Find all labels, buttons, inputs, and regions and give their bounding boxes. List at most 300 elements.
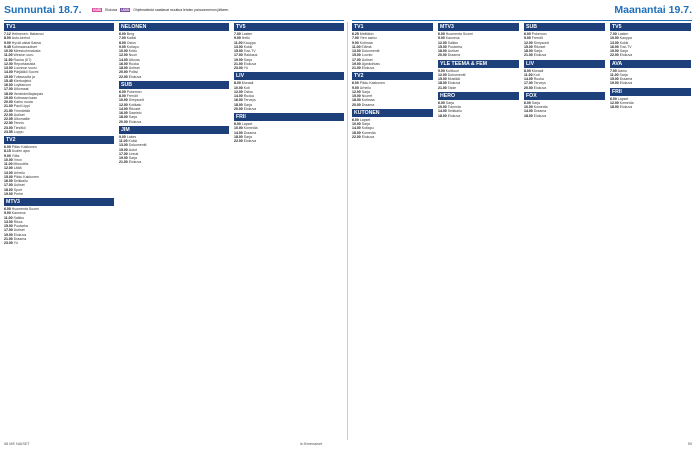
program-title: Pärjääkö Suomi [13, 70, 39, 75]
footer-url: is.fi/menaiset [300, 442, 323, 446]
program-time: 7.00 [610, 32, 618, 36]
program-title: Sport [13, 187, 23, 192]
program-title: Sarja [531, 100, 540, 105]
program-title: Huomenta Suomi [445, 32, 473, 36]
program-time: 17.00 [352, 57, 362, 62]
program-time: 9.00 [4, 211, 12, 216]
right-column-3 [524, 23, 605, 435]
channel-header: LIV [524, 60, 605, 68]
program-title: Urheilu [359, 85, 371, 90]
program-time: 9.00 [438, 68, 446, 73]
program-time: 19.00 [4, 95, 14, 100]
program-time: 12.00 [119, 102, 129, 107]
program-time: 21.00 [119, 160, 129, 165]
program-time: 19.00 [352, 61, 362, 66]
channel-header: MTV3 [438, 23, 519, 31]
program-time: 7.00 [610, 68, 618, 73]
program-time: 13.00 [4, 170, 14, 175]
program-time: 15.00 [438, 44, 448, 49]
program-time: 23.00 [234, 66, 244, 70]
program-title: Draama [533, 109, 547, 114]
program-time: 21.00 [352, 66, 362, 70]
program-time: 15.00 [610, 77, 620, 81]
program-time: 19.00 [4, 191, 14, 196]
program-time: 13.00 [119, 143, 129, 148]
channel-header: SUB [524, 23, 605, 31]
program-time: 22.00 [4, 112, 14, 117]
program-time: 16.00 [119, 61, 129, 66]
program-time: 17.00 [524, 81, 534, 86]
left-day-title: Sunnuntai 18.7. [4, 4, 82, 16]
program-time: 17.00 [4, 228, 14, 233]
program-title: Kokki [128, 139, 138, 143]
program-title: Pikku Kakkonen [359, 81, 385, 86]
program-time: 18.00 [352, 130, 362, 135]
program-title: Rikoset [128, 106, 141, 111]
program-time: 6.00 [438, 32, 446, 36]
program-title: Sarja [619, 72, 628, 77]
program-title: Sarja [128, 115, 137, 120]
program-title: Tiesitkö [13, 125, 26, 130]
program-time: 15.00 [4, 74, 14, 79]
program-time: 6.00 [4, 145, 12, 149]
program-title: Seikkailu [13, 179, 28, 183]
program-title: Moraali [241, 81, 254, 86]
program-title: Kotimaanuutiset [11, 44, 37, 49]
program-time: 10.00 [234, 126, 244, 131]
program-title: Kotiapu [361, 126, 374, 131]
program-title: Luonnon vuosi [13, 66, 37, 70]
program-title: Ruoka [533, 77, 544, 81]
program-time: 20.00 [438, 53, 448, 58]
program-time: 21.00 [524, 53, 534, 58]
program-title: Perhe [13, 191, 24, 196]
program-title: Pauli Lippi [13, 104, 30, 109]
program-time: 12.00 [4, 166, 14, 171]
program-time: 15.00 [4, 174, 14, 179]
program-time: 20.00 [4, 100, 14, 104]
program-title: Elokuva [447, 81, 461, 86]
program-time: 9.00 [438, 36, 446, 41]
channel-header: TV1 [4, 23, 114, 31]
program-title: Koti [243, 85, 250, 90]
program-title: Sarja [243, 134, 252, 139]
program-title: Yö [243, 66, 249, 70]
program-time: 14.00 [234, 94, 244, 98]
program-title: Auto-kerhot [11, 36, 30, 41]
program-time: 19.00 [610, 49, 620, 53]
channel-header: TV2 [4, 136, 114, 144]
program-title: Loppu [13, 129, 24, 134]
program-time: 17.00 [119, 151, 129, 156]
program-time: 13.00 [610, 40, 620, 45]
program-title: Tosi-TV [619, 44, 632, 49]
program-time: 20.00 [234, 106, 244, 111]
channel-header: TV1 [352, 23, 433, 31]
left-column-3 [234, 23, 344, 435]
program-title: Ulkomaille [13, 117, 30, 121]
program-title: Simpsonit [128, 98, 145, 103]
program-title: Kettu [128, 49, 137, 53]
program-title: Aamu [617, 68, 627, 73]
program-title: Ajankohtais [361, 61, 380, 66]
channel-header: TV5 [610, 23, 691, 31]
program-time: 18.00 [438, 49, 448, 53]
program-time: 13.00 [4, 66, 14, 70]
program-time: 18.00 [4, 187, 14, 192]
right-page-columns [352, 23, 692, 435]
program-time: 9.00 [352, 85, 360, 90]
program-time: 15.00 [352, 94, 362, 98]
program-time: 10.00 [119, 49, 129, 53]
program-time: 12.00 [4, 61, 14, 66]
program-time: 6.00 [4, 207, 12, 211]
program-time: 15.00 [4, 224, 14, 228]
program-title: Tennis [13, 121, 24, 126]
program-title: Tuttavuutta ja [13, 74, 35, 79]
program-title: Kotimaan kaan [13, 95, 38, 100]
program-time: 22.00 [610, 53, 620, 58]
program-time: 6.00 [119, 32, 127, 36]
program-title: Komedia [361, 130, 376, 135]
program-time: 9.00 [119, 44, 127, 49]
program-time: 10.00 [438, 105, 448, 109]
program-title: Dokumentti [128, 143, 147, 148]
program-title: Ihmetoimittajaopas [13, 91, 44, 96]
program-title: Lakes [126, 134, 137, 139]
program-title: Sarja [243, 57, 252, 62]
program-title: Elämä [361, 44, 372, 49]
program-time: 21.00 [4, 104, 14, 109]
program-title: Draama [619, 77, 633, 81]
program-title: Salkku [447, 40, 459, 45]
channel-header: LIV [234, 72, 344, 80]
program-time: 20.00 [524, 85, 534, 90]
program-time: 7.00 [234, 32, 242, 36]
program-title: Elokuva [128, 74, 142, 79]
program-time: 9.00 [352, 40, 360, 45]
program-time: 18.00 [119, 66, 129, 70]
right-column-1 [352, 23, 433, 435]
program-time: 20.00 [119, 119, 129, 124]
program-title: Nuori [128, 53, 138, 58]
program-title: Komedia [533, 105, 548, 109]
program-time: 9.00 [119, 134, 127, 139]
program-title: Musiikki [447, 77, 461, 81]
program-title: Elokuva [243, 61, 257, 66]
channel-header: HERO [438, 92, 519, 100]
program-time: 23.55 [4, 129, 14, 134]
program-time: 22.00 [352, 134, 362, 139]
program-time: 14.00 [438, 109, 448, 114]
program-time: 12.00 [352, 89, 362, 94]
program-time: 14.00 [4, 70, 14, 75]
program-title: Sarja [128, 156, 137, 160]
program-title: Puutarha [447, 44, 462, 49]
program-time: 16.00 [119, 111, 129, 115]
program-time: 21.00 [234, 61, 244, 66]
program-time: 6.00 [610, 96, 618, 101]
program-title: Kiertoajelut [13, 78, 32, 83]
program-time: 9.00 [524, 36, 532, 41]
program-time: 15.00 [352, 53, 362, 58]
program-title: Kauppa [243, 40, 256, 45]
program-time: 7.12 [4, 32, 12, 36]
program-title: Dokumentti [361, 49, 380, 53]
right-header-rule [352, 20, 692, 21]
program-title: Elokuva [533, 113, 547, 118]
program-time: 6.00 [524, 32, 532, 36]
program-time: 18.00 [438, 113, 448, 118]
program-title: Elokuva [361, 134, 375, 139]
program-time: 8.00 [234, 81, 242, 86]
program-time: 15.45 [4, 78, 14, 83]
program-title: Frendit [126, 94, 138, 98]
program-time: 19.00 [610, 81, 620, 86]
program-time: 10.00 [610, 36, 620, 41]
program-title: Autot [128, 147, 137, 152]
legend-tag-film: UUSI [93, 8, 102, 12]
program-time: 11.00 [524, 72, 534, 77]
program-title: Pokemon [531, 32, 547, 36]
program-title: Meiltäkin [359, 32, 374, 36]
program-title: Viron [13, 157, 22, 162]
legend-tag-note: UUSI [121, 8, 130, 12]
program-title: Draama [243, 130, 257, 135]
program-time: 14.00 [119, 57, 129, 62]
channel-header: FRII [610, 88, 691, 96]
program-title: Karhu nuota [13, 100, 33, 104]
program-title: Elokuva [447, 113, 461, 118]
program-title: Uuden ajan [11, 149, 30, 154]
program-time: 8.00 [119, 94, 127, 98]
channel-header: SUB [119, 81, 229, 89]
left-header-rule [4, 20, 344, 21]
program-time: 12.00 [524, 40, 534, 45]
program-title: Urheilu [13, 170, 25, 175]
program-time: 12.00 [438, 72, 448, 77]
legend [92, 8, 229, 12]
program-title: Elokuva [619, 81, 633, 86]
program-title: Ulkona [128, 57, 140, 62]
program-time: 20.00 [119, 70, 129, 75]
program-time: 14.00 [524, 109, 534, 114]
program-time: 13.00 [234, 44, 244, 49]
program-title: Komedia [243, 126, 258, 131]
program-time: 14.00 [352, 126, 362, 131]
legend-note-text: Ohjelmatiedot saattavat muuttua lehden painoonmenon jälkeen. [133, 8, 230, 12]
left-column-2 [119, 23, 229, 435]
program-title: Sarja [533, 49, 542, 53]
program-time: 11.00 [352, 44, 362, 49]
channel-header: TV5 [234, 23, 344, 31]
program-time: 23.00 [4, 241, 14, 245]
program-time: 10.00 [4, 49, 14, 53]
program-title: Ostos [243, 89, 253, 94]
program-time: 10.00 [119, 98, 129, 103]
program-time: 17.00 [234, 53, 244, 58]
program-title: Rikoset [533, 44, 546, 49]
program-title: Elokuva [243, 139, 257, 143]
program-title: Rikos [13, 219, 23, 224]
program-title: Elokuva [533, 85, 547, 90]
program-time: 8.00 [4, 36, 12, 41]
program-title: Uutiset [128, 66, 140, 70]
program-title: Rakkaus [243, 53, 258, 58]
channel-header: FRII [234, 113, 344, 121]
program-time: 14.00 [119, 106, 129, 111]
program-time: 6.00 [524, 100, 532, 105]
program-time: 12.00 [119, 53, 129, 58]
program-title: Lapset [241, 122, 253, 126]
program-title: Uutiset [13, 112, 25, 117]
program-time: 9.45 [4, 44, 12, 49]
program-title: Elokuva [243, 106, 257, 111]
program-time: 18.00 [438, 81, 448, 86]
program-time: 21.50 [4, 108, 14, 113]
program-time: 10.00 [524, 105, 534, 109]
program-title: Frendit [531, 36, 543, 41]
program-title: Ylen aamu [359, 36, 377, 41]
program-time: 9.00 [4, 40, 12, 45]
program-time: 19.00 [234, 57, 244, 62]
program-time: 10.00 [234, 85, 244, 90]
program-time: 19.00 [4, 232, 14, 237]
program-time: 22.50 [4, 121, 14, 126]
program-time: 13.00 [352, 49, 362, 53]
program-time: 6.00 [352, 81, 360, 86]
channel-header: AVA [610, 60, 691, 68]
program-time: 18.00 [524, 49, 534, 53]
program-time: 15.00 [119, 147, 129, 152]
program-time: 10.00 [4, 157, 14, 162]
program-time: 17.00 [4, 87, 14, 92]
program-title: Lapset [617, 96, 629, 101]
left-column-1 [4, 23, 114, 435]
program-title: Draama [447, 53, 461, 58]
channel-header: TV2 [352, 72, 433, 80]
program-time: 19.00 [119, 156, 129, 160]
program-time: 16.00 [234, 98, 244, 103]
program-time: 11.00 [234, 40, 244, 45]
program-time: 11.50 [4, 57, 14, 62]
program-title: Uutiset [361, 57, 373, 62]
program-title: Elokuva [533, 53, 547, 58]
program-title: Hetki [241, 36, 250, 41]
program-title: Ruoka [243, 94, 254, 98]
program-title: Sarja [361, 89, 370, 94]
channel-header: FOX [524, 92, 605, 100]
program-time: 8.00 [119, 40, 127, 45]
footer-page-number: 59 [687, 442, 692, 446]
legend-film-text: Elokuva [105, 8, 118, 12]
footer-left: 58 ME NAISET [4, 442, 30, 446]
program-time: 18.00 [524, 113, 534, 118]
program-title: Elokuva [619, 53, 633, 58]
program-title: Elokuva [361, 66, 375, 70]
channel-header: JIM [119, 126, 229, 134]
program-time: 16.00 [4, 83, 14, 87]
program-time: 15.00 [524, 44, 534, 49]
program-title: Reportaasista [13, 61, 36, 66]
program-title: Lättä [13, 166, 22, 171]
program-title: Ylläs [11, 153, 20, 158]
program-title: Uutiset [13, 183, 25, 188]
program-title: Terveys [533, 81, 546, 86]
program-title: Komedia [619, 100, 634, 105]
program-title: Uutiset [13, 228, 25, 233]
program-title: Elokuva [128, 160, 142, 165]
program-time: 22.00 [119, 74, 129, 79]
channel-header: KUTONEN [352, 109, 433, 117]
program-title: Kotikatu [128, 102, 142, 107]
program-title: Poliisi [128, 70, 138, 75]
program-title: Pikku Kakkonen [13, 174, 39, 179]
program-title: Kauneus [11, 211, 26, 216]
program-time: 18.00 [119, 115, 129, 120]
program-time: 12.00 [610, 100, 620, 105]
program-title: Weston uuru. [13, 53, 35, 58]
program-time: 14.00 [524, 77, 534, 81]
program-time: 18.00 [4, 91, 14, 96]
program-time: 18.00 [234, 102, 244, 107]
program-title: Draama [13, 236, 27, 241]
program-title: Toiminta [447, 105, 461, 109]
program-title: Pikku Kakkonen [11, 145, 37, 149]
program-time: 11.00 [4, 162, 14, 166]
program-title: Lapset [359, 117, 371, 122]
program-time: 13.00 [4, 219, 14, 224]
program-title: Salkku [13, 215, 25, 220]
program-title: Draama [361, 102, 375, 107]
program-time: 18.00 [352, 98, 362, 103]
program-title: Kotiapu [126, 44, 139, 49]
program-time: 12.00 [234, 89, 244, 94]
program-time: 9.00 [4, 153, 12, 158]
program-title: Huomenta Suomi [11, 207, 39, 211]
program-title: Meeskuhmatusta [13, 49, 41, 53]
program-title: Berg [126, 32, 135, 36]
program-title: Lasten [617, 32, 629, 36]
page-gutter [347, 22, 348, 440]
program-time: 16.00 [610, 44, 620, 49]
program-title: Koti [533, 72, 540, 77]
program-time: 11.00 [610, 72, 620, 77]
program-title: Sarja [619, 49, 628, 53]
program-time: 6.25 [352, 32, 360, 36]
program-title: Hyvät valtat Saksa [11, 40, 41, 45]
program-title: Linnat [128, 151, 139, 156]
program-title: Elokuva [619, 105, 633, 109]
program-time: 7.00 [119, 36, 127, 41]
program-title: Nuoret [361, 94, 373, 98]
program-title: Kauneus [445, 36, 460, 41]
program-title: Ymmärtää [13, 108, 30, 113]
program-title: Elokuva [128, 119, 142, 124]
right-column-4 [610, 23, 691, 435]
program-time: 18.00 [610, 105, 620, 109]
program-title: Terveys [243, 98, 256, 103]
program-title: Ostos [126, 40, 136, 45]
program-time: 8.00 [524, 68, 532, 73]
program-time: 22.05 [4, 117, 14, 121]
right-column-2 [438, 23, 519, 435]
program-title: Kulttuuri [445, 68, 459, 73]
program-time: 11.00 [4, 53, 14, 58]
program-time: 15.00 [438, 77, 448, 81]
program-title: Lasten [241, 32, 253, 36]
program-time: 15.00 [234, 49, 244, 53]
